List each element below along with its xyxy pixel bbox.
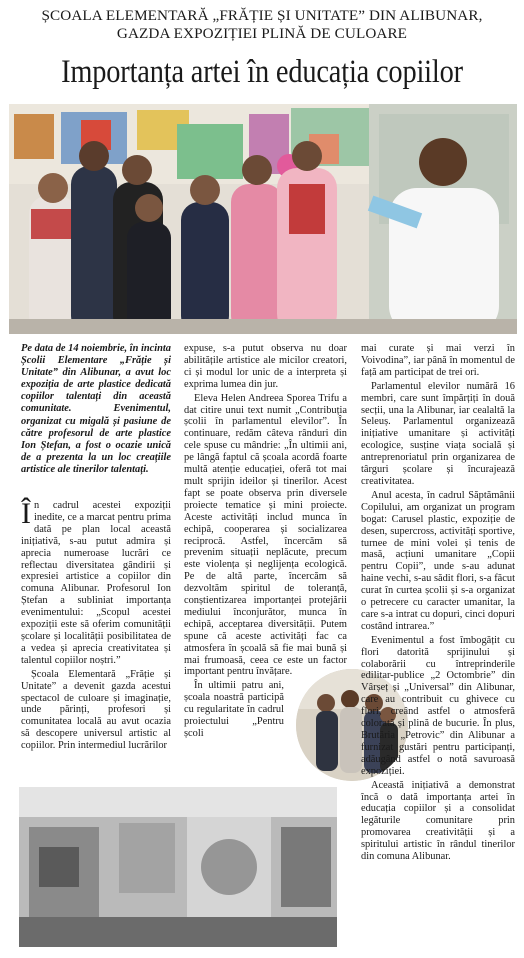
paragraph: Anul acesta, în cadrul Săptămânii Copilului, am organizat un program bogat: Carusel plastic, expoziție de desen, supercross, activități sportive, turnee de mini volei și tenis de masă, acțiuni umanitare „Copii pentru Copii”, unde s-au adunat haine vechi, s-au sădit flori, s-a făcut curat în curtea școlii și s-a organizat o petrecere cu caracter umanitar, la care s-a intrat cu dopuri, cinci dopuri costând intrarea.” [361, 489, 515, 632]
main-photo [9, 104, 517, 334]
exhibition-photo-illustration [19, 787, 337, 947]
paragraph: Eleva Helen Andreea Sporea Trifu a dat citire unui text numit „Contribuția școlii în parlamentul elevilor”. În continuare, redăm câteva rânduri din cele spuse cu mândrie: „În ultimii ani, pe lângă faptul că școala acordă foarte multă atenție educației, oferă tot mai mult sprijin ideilor și tinerilor. Acest fapt se poate observa prin diversele proiecte tematice și mini proiecte. Aceste activități includ munca în echipă, cooperarea și socializarea reciprocă. Astfel, încercăm să prevenim situații neplăcute, precum este violența și neglijența ecologică. Pe de altă parte, încercăm să dezvoltăm spiritul de toleranță, conștientizarea importanței protejării mediului înconjurător, munca în echipă, acceptarea diversității. Putem spune că aceste activități fac ca atmosfera în școală să fie mai bună și mai frumoasă, ceea ce este un factor important pentru învățare. [184, 392, 347, 678]
headline: Importanța artei în educația copiilor [61, 54, 463, 90]
paragraph: mai curate și mai verzi în Voivodina”, iar până în momentul de față am participat de trei ori. [361, 343, 515, 378]
paragraph: Școala Elementară „Frăție și Unitate” a devenit gazda acestui spectacol de culoare și imaginație, unde părinți, profesori și comunitatea locală au avut ocazia să descopere universul artistic al copiilor. Prin intermediul lucrărilor [21, 668, 171, 752]
lead-paragraph: Pe data de 14 noiembrie, în incinta Școlii Elementare „Frăție și Unitate” din Alibunar, a avut loc expoziția de arte plastice dedicată copiilor talentați din această comunitate. Evenimentul, organizat cu migală și pasiune de către profesorul de arte plastice Ion Ștefan, a fost o ocazie unică de a prezenta la un loc creațiile artistice ale tinerilor talentați. [21, 343, 171, 475]
paragraph [21, 497, 171, 667]
column-1 [21, 343, 171, 754]
exhibition-photo [19, 787, 337, 947]
drop-cap: Î [21, 497, 31, 531]
column-3 [361, 343, 515, 865]
kicker-line-1: ȘCOALA ELEMENTARĂ „FRĂȚIE ȘI UNITATE” DIN ALIBUNAR, [41, 7, 483, 24]
paragraph-text: n cadrul acestei expoziții inedite, ce a marcat pentru prima dată pe plan local această inițiativă, s-au putut admira și aprecia numeroase lucrări ce reflectau diversitatea gândirii și expresiei artistice a copiilor din comuna Alibunar. Profesorul Ion Ștefan a subliniat importanța evenimentului: „Scopul acestei expoziții este să oferim comunității școlare și localității posibilitatea de a vedea și aprecia creativitatea și talentul copiilor noștri.” [21, 500, 171, 666]
paragraph: expuse, s-a putut observa nu doar abilitățile artistice ale micilor creatori, ci și modul lor unic de a interpreta și exprima lumea din jur. [184, 343, 347, 390]
paragraph: Evenimentul a fost îmbogățit cu flori datorită sprijinului și colaborării cu întreprinderile edilitar-publice „2 Octombrie” din Vârșeț și „Universal” din Alibunar, care au contribuit cu ghivece cu flori, creând astfel o atmosferă colorată și plină de bucurie. În plus, Brutăria „Petrovic” din Alibunar a furnizat gustări pentru participanți, adăugând astfel o notă savuroasă expoziției. [361, 634, 515, 777]
kicker-line-2: GAZDA EXPOZIȚIEI PLINĂ DE CULOARE [116, 25, 408, 42]
paragraph: Această inițiativă a demonstrat încă o dată importanța artei în educația copiilor și a consolidat legăturile comunitare prin promovarea creativității și a spiritului artistic în rândul tinerilor din comuna Alibunar. [361, 779, 515, 863]
paragraph: În ultimii patru ani, școala noastră participă cu regularitate în cadrul proiectului „Pentru școli [184, 680, 284, 739]
paragraph: Parlamentul elevilor numără 16 membri, care sunt împărțiți în două secții, una la Alibunar, iar cealaltă la Seleuș. Parlamentul organizează inițiative umanitare și activități ecologice, susține viața socială și antreprenoriatul prin organizarea de târguri școlare și încurajează creativitatea. [361, 380, 515, 487]
main-photo-illustration [9, 104, 517, 334]
